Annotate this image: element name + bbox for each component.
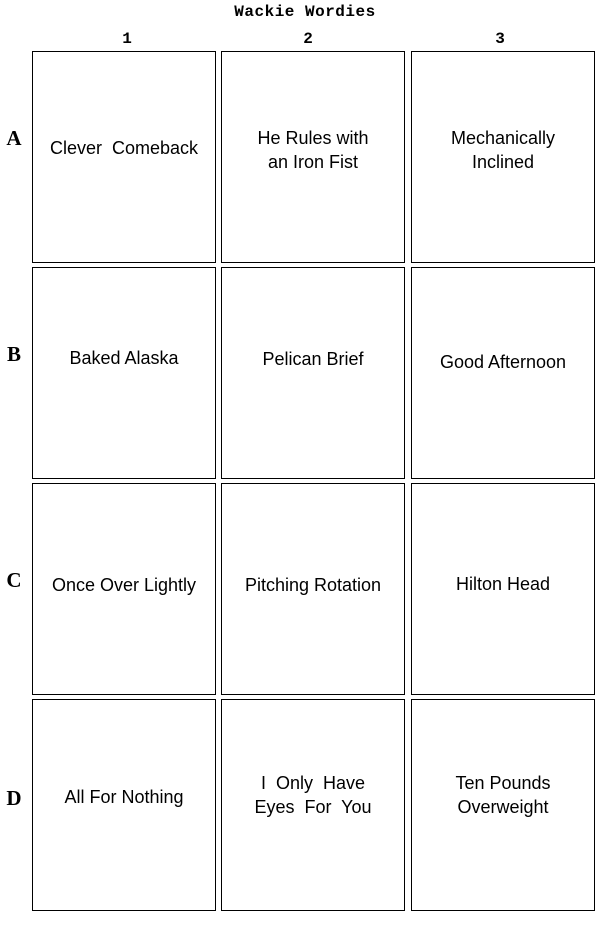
row-label-a: A [6,126,22,150]
puzzle-text: I Only Have Eyes For You [254,773,372,817]
puzzle-text: Good Afternoon [439,352,567,372]
puzzle-text: Pelican Brief [262,349,364,369]
puzzle-text: He Rules with an Iron Fist [257,128,369,172]
puzzle-text: Pitching Rotation [244,575,382,595]
puzzle-cell-a2 [221,51,405,263]
puzzle-cell-c2 [221,483,405,695]
puzzle-cell-b2 [221,267,405,479]
puzzle-cell-b3 [411,267,595,479]
puzzle-text: Mechanically Inclined [450,128,556,172]
puzzle-cell-c1 [32,483,216,695]
puzzle-text: Baked Alaska [69,348,179,368]
puzzle-cell-d1 [32,699,216,911]
puzzle-text: All For Nothing [64,787,184,807]
puzzle-cell-b1 [32,267,216,479]
page-title: Wackie Wordies [234,3,376,21]
row-label-d: D [6,786,22,810]
puzzle-text: Ten Pounds Overweight [455,773,551,817]
column-label-2: 2 [303,30,313,48]
puzzle-cell-c3 [411,483,595,695]
puzzle-text: Hilton Head [455,574,551,594]
row-label-b: B [6,342,21,366]
column-label-3: 3 [495,30,505,48]
row-label-c: C [6,568,22,592]
puzzle-cell-a3 [411,51,595,263]
puzzle-text: Clever Comeback [49,138,199,158]
puzzle-text: Once Over Lightly [51,575,197,595]
puzzle-cell-a1 [32,51,216,263]
column-label-1: 1 [122,30,132,48]
puzzle-cell-d2 [221,699,405,911]
puzzle-cell-d3 [411,699,595,911]
